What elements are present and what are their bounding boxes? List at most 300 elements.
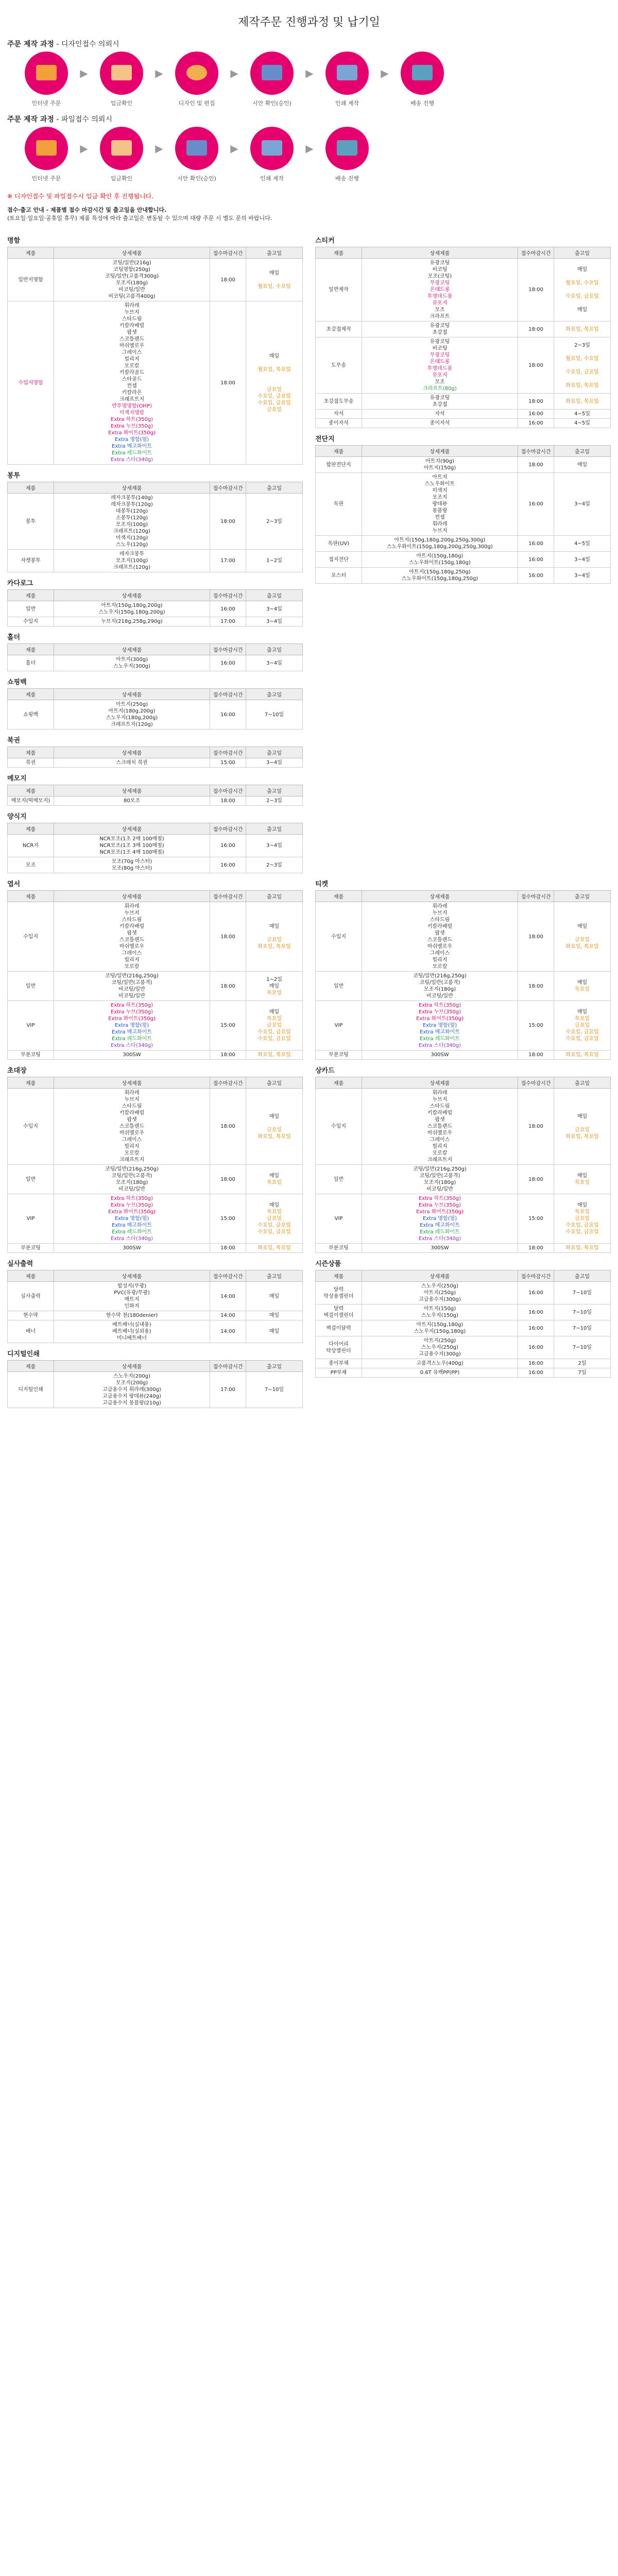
- process-step: [171, 127, 222, 182]
- out-cell: 1~2일 매일 목요일: [246, 972, 303, 1001]
- detail-cell: 300SW: [54, 1244, 210, 1253]
- table-row: [8, 835, 303, 857]
- out-cell: 매일 목요일 금요일 수요일, 금요일 수요일, 금요일: [246, 1194, 303, 1244]
- out-cell: 매일 목요일: [246, 1165, 303, 1194]
- step-label: 디자인 및 편집: [178, 100, 215, 107]
- notes-line2: (토요일·일요일·공휴일 휴무) 제품 특성에 따라 출고일은 변동될 수 있으며 대량 주문 시 별도 문의 바랍니다.: [7, 215, 272, 222]
- step-label: 인쇄 제작: [335, 100, 359, 107]
- cat-cell: 수입지명함: [8, 301, 54, 465]
- detail-cell: 아트지(250g) 아트지(180g,200g) 스노우지(180g,200g) 크래프트지(120g): [54, 700, 210, 730]
- table-row: [316, 419, 611, 428]
- column-header: 상세제품: [362, 1077, 518, 1089]
- schedule-table: [7, 1360, 303, 1408]
- cat-cell: 달력 탁상용캘린더: [316, 1282, 362, 1304]
- detail-cell: 아트지(150g,180g,250g) 스노우화이트(150g,180g,250g): [362, 568, 518, 584]
- step-label: 인쇄 제작: [260, 175, 284, 182]
- schedule-table: [315, 247, 611, 428]
- column-header: 접수마감시간: [210, 590, 246, 601]
- cat-cell: 부분코팅: [8, 1244, 54, 1253]
- column-header: 제품: [8, 785, 54, 796]
- column-header: 제품: [8, 891, 54, 902]
- section-title: 홀더: [7, 634, 21, 641]
- out-cell: 매일 금요일 화요일, 목요일: [554, 1089, 611, 1165]
- column-header: 상세제품: [54, 689, 210, 700]
- column-header: 출고일: [246, 747, 303, 758]
- column-header: 상세제품: [54, 1361, 210, 1372]
- schedule-table: [7, 1077, 303, 1253]
- section-title: 봉투: [7, 472, 21, 480]
- cat-cell: 메모지(떡메모지): [8, 796, 54, 806]
- column-header: 출고일: [246, 891, 303, 902]
- detail-cell: NCR모조(1조 2매 100매철) NCR모조(1조 3매 100매철) NCR모조(1조 4매 100매철): [54, 835, 210, 857]
- column-header: 상세제품: [54, 590, 210, 601]
- out-cell: 7~10일: [246, 700, 303, 730]
- column-header: 접수마감시간: [210, 1270, 246, 1282]
- step-icon: [175, 52, 218, 95]
- out-cell: 4~5일: [554, 536, 611, 552]
- detail-cell: 휘라레 누브지 스타드림 키칼라배럴 팝셋 스코틀랜드 마쉬멜로우 그레이스 빌리지 모로칼: [54, 902, 210, 972]
- out-cell: 7~10일: [554, 1336, 611, 1359]
- process1-flow: [21, 52, 618, 112]
- detail-cell: 유광코팅 초강접: [362, 321, 518, 337]
- out-cell: 2~3일 월요일, 수요일 수요일, 금요일 화요일, 목요일: [554, 337, 611, 394]
- table-row: [316, 337, 611, 394]
- column-header: 출고일: [554, 891, 611, 902]
- column-header: 제품: [8, 1077, 54, 1089]
- detail-cell: 휘라레 누브지 스타드림 키칼라배럴 팝셋 스코틀랜드 마쉬멜로우 그레이스 빌리지 모로칼 크래프트지: [362, 1089, 518, 1165]
- arrow-right-icon: ▶: [381, 67, 389, 79]
- out-cell: 매일 목요일: [554, 972, 611, 1001]
- detail-cell: 종이자석: [362, 419, 518, 428]
- detail-cell: 유광코팅 비코팅 모조(코팅) 무광코팅 은데드롱 투명데드롱 유포지 모조 크라프트: [362, 259, 518, 321]
- out-cell: 3~4일: [246, 617, 303, 626]
- time-cell: 16:00: [518, 410, 554, 419]
- column-header: 제품: [316, 1077, 362, 1089]
- schedule-table: [7, 1270, 303, 1343]
- cat-cell: 수입지: [8, 617, 54, 626]
- detail-cell: 300SW: [362, 1050, 518, 1060]
- section-title: 시즌상품: [315, 1260, 341, 1268]
- cat-cell: NCR지: [8, 835, 54, 857]
- arrow-right-icon: ▶: [155, 67, 163, 79]
- cat-cell: 쇼핑백: [8, 700, 54, 730]
- section-title: 상카드: [315, 1067, 335, 1075]
- cat-cell: 수입지: [8, 902, 54, 972]
- process-step: [246, 52, 298, 107]
- detail-cell: 아트지 스노우화이트 미색지 모조지 랑데뷰 몽블랑 컨셉 휘라레 누브지: [362, 473, 518, 536]
- detail-cell: 스노우지(250g) 아트지(250g) 고급용수지(300g): [362, 1282, 518, 1304]
- column-header: 상세제품: [362, 446, 518, 457]
- time-cell: 16:00: [210, 601, 246, 617]
- detail-cell: 아트지(150g,180g,200g,250g,300g) 스노우화이트(150g,180g,200g,250g,300g): [362, 536, 518, 552]
- detail-cell: 아트지(300g) 스노우지(300g): [54, 655, 210, 671]
- time-cell: 16:00: [518, 1304, 554, 1320]
- detail-cell: Extra 하트(350g) Extra 누브(350g) Extra 화이트(350g) Extra 명함(펄) Extra 메고화이트 Extra 레드화이트 Extra 스타(340g): [54, 1194, 210, 1244]
- table-row: [8, 700, 303, 730]
- time-cell: 16:00: [518, 568, 554, 584]
- time-cell: 18:00: [210, 1244, 246, 1253]
- time-cell: 16:00: [518, 1320, 554, 1336]
- cat-cell: 일반: [316, 972, 362, 1001]
- column-header: 출고일: [246, 1077, 303, 1089]
- time-cell: 15:00: [210, 1194, 246, 1244]
- section-title: 쇼핑백: [7, 679, 27, 686]
- table-row: [316, 902, 611, 972]
- out-cell: 매일 금요일 화요일, 목요일: [554, 902, 611, 972]
- out-cell: 매일 목요일: [554, 1165, 611, 1194]
- time-cell: 14:00: [210, 1320, 246, 1343]
- cat-cell: 수입지: [316, 1089, 362, 1165]
- column-header: 출고일: [246, 590, 303, 601]
- column-header: 출고일: [246, 482, 303, 494]
- table-row: [8, 494, 303, 550]
- section-title: 디지털인쇄: [7, 1350, 40, 1358]
- table-row: [316, 1336, 611, 1359]
- out-cell: 7~10일: [554, 1320, 611, 1336]
- step-icon: [100, 52, 143, 95]
- section-title: 엽서: [7, 880, 21, 888]
- schedule-table: [315, 890, 611, 1060]
- time-cell: 17:00: [210, 550, 246, 572]
- detail-cell: 아트지(150g,180g,200g) 스노우지(150g,180g,200g): [54, 601, 210, 617]
- process-step: [321, 52, 373, 107]
- column-header: 접수마감시간: [518, 1077, 554, 1089]
- time-cell: 18:00: [210, 1165, 246, 1194]
- time-cell: 18:00: [518, 1244, 554, 1253]
- step-label: 배송 진행: [410, 100, 434, 107]
- out-cell: 화요일, 목요일: [554, 394, 611, 410]
- detail-cell: 스노우지(200g) 모조지(200g) 고급용수지 휘라레(300g) 고급용수지 랑데뷰(240g) 고급용수지 몽블랑(210g): [54, 1372, 210, 1408]
- table-row: [316, 1304, 611, 1320]
- time-cell: 18:00: [210, 972, 246, 1001]
- cat-cell: 부분코팅: [8, 1050, 54, 1060]
- table-row: [8, 1311, 303, 1320]
- arrow-right-icon: ▶: [305, 67, 314, 79]
- process-step: [321, 127, 373, 182]
- out-cell: 매일 목요일 금요일 수요일, 금요일 수요일, 금요일: [554, 1001, 611, 1050]
- arrow-right-icon: ▶: [230, 142, 238, 155]
- cat-cell: 종이자석: [316, 419, 362, 428]
- detail-cell: 0.6T 유백PP(PP): [362, 1368, 518, 1378]
- out-cell: 4~5일: [554, 410, 611, 419]
- cat-cell: 일반: [8, 601, 54, 617]
- process-step: [96, 127, 147, 182]
- table-row: [316, 259, 611, 321]
- table-row: [316, 536, 611, 552]
- column-header: 출고일: [246, 785, 303, 796]
- bottom-left-column: [7, 873, 303, 1408]
- detail-cell: 모조(70g 마스터) 모조(80g 마스터): [54, 857, 210, 873]
- column-header: 접수마감시간: [518, 1270, 554, 1282]
- cat-cell: 일반지명함: [8, 259, 54, 301]
- column-header: 제품: [8, 644, 54, 655]
- cat-cell: 홀더: [8, 655, 54, 671]
- detail-cell: 코팅/일반(216g,250g) 코팅/일반(고품격) 모조지(180g) 비코팅/일반: [54, 1165, 210, 1194]
- column-header: 출고일: [246, 1361, 303, 1372]
- cat-cell: 북권: [8, 758, 54, 768]
- out-cell: 화요일, 목요일: [554, 1244, 611, 1253]
- time-cell: 18:00: [210, 1089, 246, 1165]
- detail-cell: 휘라레 누브지 스타드림 키칼라배럴 팝셋 스코틀랜드 마쉬멜로우 그레이스 빌리지 모로칼: [362, 902, 518, 972]
- time-cell: 14:00: [210, 1311, 246, 1320]
- detail-cell: 아트지(250g) 스노우지(250g) 고급용수지(300g): [362, 1336, 518, 1359]
- cat-cell: 자석: [316, 410, 362, 419]
- table-row: [8, 259, 303, 301]
- cat-cell: 일반: [8, 1165, 54, 1194]
- column-header: 출고일: [246, 1270, 303, 1282]
- column-header: 제품: [8, 247, 54, 259]
- cat-cell: VIP: [8, 1194, 54, 1244]
- section-title: 메모지: [7, 775, 27, 783]
- schedule-table: [7, 589, 303, 626]
- schedule-table: [315, 445, 611, 584]
- schedule-table: [7, 482, 303, 572]
- time-cell: 14:00: [210, 1282, 246, 1311]
- cat-cell: 초강접도무송: [316, 394, 362, 410]
- column-header: 상세제품: [54, 644, 210, 655]
- column-header: 상세제품: [54, 247, 210, 259]
- time-cell: 15:00: [210, 1001, 246, 1050]
- column-header: 접수마감시간: [210, 785, 246, 796]
- notice-text: ※ 디자인접수 및 파일접수시 입금 확인 후 진행됩니다.: [7, 193, 154, 200]
- column-header: 제품: [8, 689, 54, 700]
- time-cell: 17:00: [210, 617, 246, 626]
- out-cell: 매일 목요일 금요일 수요일, 금요일 수요일, 금요일: [554, 1194, 611, 1244]
- time-cell: 16:00: [210, 700, 246, 730]
- detail-cell: 휘라레 누브지 스타드림 키칼라배럴 팝셋 스코틀랜드 마쉬멜로우 그레이스 빌리지 모로칼 크래프트지: [54, 1089, 210, 1165]
- table-row: [8, 1282, 303, 1311]
- detail-cell: 아트지(90g) 아트지(150g): [362, 457, 518, 473]
- time-cell: 18:00: [210, 1050, 246, 1060]
- out-cell: 매일 목요일 금요일 수요일, 금요일 수요일, 금요일: [246, 1001, 303, 1050]
- column-header: 상세제품: [54, 891, 210, 902]
- detail-cell: Extra 하트(350g) Extra 누브(350g) Extra 화이트(350g) Extra 명함(펄) Extra 메고화이트 Extra 레드화이트 Extra 스타(340g): [362, 1194, 518, 1244]
- step-label: 시안 확인(승인): [252, 100, 291, 107]
- cat-cell: 현수막: [8, 1311, 54, 1320]
- schedule-table: [7, 688, 303, 730]
- schedule-table: [7, 890, 303, 1060]
- step-label: 입금확인: [110, 175, 133, 182]
- table-row: [8, 617, 303, 626]
- column-header: 접수마감시간: [210, 482, 246, 494]
- time-cell: 16:00: [518, 1359, 554, 1368]
- column-header: 상세제품: [54, 823, 210, 835]
- cat-cell: 초강접제작: [316, 321, 362, 337]
- detail-cell: 레자크봉투(140g) 레자크봉투(120g) 대봉투(120g) 소봉투(120g) 모조지(100g) 크래프트(120g) 미색지(120g) 스노우(120g): [54, 494, 210, 550]
- column-header: 상세제품: [54, 785, 210, 796]
- time-cell: 15:00: [518, 1194, 554, 1244]
- detail-cell: 80모조: [54, 796, 210, 806]
- step-label: 인터넷 주문: [31, 100, 61, 107]
- table-row: [316, 473, 611, 536]
- column-header: 제품: [316, 891, 362, 902]
- out-cell: 3~4일: [554, 552, 611, 568]
- out-cell: 매일 금요일 화요일, 목요일: [246, 1089, 303, 1165]
- column-header: 접수마감시간: [210, 247, 246, 259]
- process1-title: 주문 제작 과정 - 디자인접수 의뢰시: [7, 40, 119, 48]
- detail-cell: 현수막 천(180denier): [54, 1311, 210, 1320]
- detail-cell: 스크래치 북권: [54, 758, 210, 768]
- cat-cell: 독판: [316, 473, 362, 536]
- time-cell: 16:00: [518, 1282, 554, 1304]
- table-row: [8, 972, 303, 1001]
- out-cell: 화요일, 목요일: [554, 1050, 611, 1060]
- column-header: 출고일: [554, 1270, 611, 1282]
- process-step: [397, 52, 448, 107]
- cat-cell: 모조: [8, 857, 54, 873]
- table-row: [8, 1089, 303, 1165]
- step-icon: [100, 127, 143, 170]
- table-row: [8, 601, 303, 617]
- cat-cell: 합판전단지: [316, 457, 362, 473]
- time-cell: 16:00: [518, 419, 554, 428]
- time-cell: 16:00: [518, 536, 554, 552]
- column-header: 상세제품: [362, 891, 518, 902]
- out-cell: 화요일, 목요일: [246, 1244, 303, 1253]
- schedule-table: [315, 1077, 611, 1253]
- time-cell: 15:00: [210, 758, 246, 768]
- column-header: 제품: [8, 590, 54, 601]
- table-row: [316, 1320, 611, 1336]
- table-row: [316, 1165, 611, 1194]
- detail-cell: Extra 하트(350g) Extra 누브(350g) Extra 화이트(350g) Extra 명함(펄) Extra 메고화이트 Extra 레드화이트 Extra 스타(340g): [54, 1001, 210, 1050]
- table-row: [316, 321, 611, 337]
- table-row: [316, 972, 611, 1001]
- column-header: 상세제품: [362, 1270, 518, 1282]
- cat-cell: 수입지: [8, 1089, 54, 1165]
- section-title: 전단지: [315, 435, 335, 443]
- table-row: [8, 902, 303, 972]
- column-header: 상세제품: [54, 1077, 210, 1089]
- schedule-table: [7, 785, 303, 806]
- table-row: [316, 568, 611, 584]
- out-cell: 2~3일: [246, 494, 303, 550]
- cat-cell: 디지털인쇄: [8, 1372, 54, 1408]
- step-label: 입금확인: [110, 100, 133, 107]
- out-cell: 매일 금요일 화요일, 목요일: [246, 902, 303, 972]
- detail-cell: 유광코팅 초강접: [362, 394, 518, 410]
- left-column: [7, 230, 303, 873]
- cat-cell: 일반: [8, 972, 54, 1001]
- column-header: 제품: [8, 1270, 54, 1282]
- step-icon: [325, 127, 369, 170]
- time-cell: 16:00: [518, 552, 554, 568]
- cat-cell: 달력 벽걸이캘린더: [316, 1304, 362, 1320]
- table-row: [8, 1001, 303, 1050]
- column-header: 제품: [316, 446, 362, 457]
- out-cell: 7~10일: [554, 1282, 611, 1304]
- time-cell: 18:00: [518, 457, 554, 473]
- step-icon: [25, 127, 68, 170]
- step-icon: [325, 52, 369, 95]
- schedule-table: [7, 247, 303, 465]
- cat-cell: 수입지: [316, 902, 362, 972]
- cat-cell: VIP: [316, 1194, 362, 1244]
- detail-cell: 300SW: [362, 1244, 518, 1253]
- section-title: 티켓: [315, 880, 329, 888]
- detail-cell: 코팅/일반(216g,250g) 코팅/일반(고품격) 모조지(180g) 비코팅/일반: [362, 972, 518, 1001]
- out-cell: 매일: [246, 1320, 303, 1343]
- out-cell: 3~4일: [554, 473, 611, 536]
- step-label: 시안 확인(승인): [177, 175, 216, 182]
- cat-cell: 종이부채: [316, 1359, 362, 1368]
- time-cell: 16:00: [518, 1368, 554, 1378]
- table-row: [8, 758, 303, 768]
- time-cell: 16:00: [210, 835, 246, 857]
- column-header: 제품: [8, 482, 54, 494]
- cat-cell: 다이어리 탁상캘린더: [316, 1336, 362, 1359]
- table-row: [8, 550, 303, 572]
- cat-cell: 접지전단: [316, 552, 362, 568]
- column-header: 제품: [8, 823, 54, 835]
- column-header: 출고일: [246, 247, 303, 259]
- notes-line1: 접수·출고 안내 - 제품별 접수 마감시간 및 출고일을 안내합니다.: [7, 207, 167, 213]
- column-header: 접수마감시간: [210, 747, 246, 758]
- table-row: [8, 796, 303, 806]
- column-header: 접수마감시간: [518, 247, 554, 259]
- out-cell: 화요일, 목요일: [246, 1050, 303, 1060]
- section-title: 스티커: [315, 237, 335, 245]
- arrow-right-icon: ▶: [80, 142, 88, 155]
- cat-cell: 봉투: [8, 494, 54, 550]
- detail-cell: 아트지(150g,180g) 스노우지(150g,180g): [362, 1320, 518, 1336]
- time-cell: 18:00: [210, 259, 246, 301]
- out-cell: 3~4일: [246, 655, 303, 671]
- time-cell: 16:00: [210, 857, 246, 873]
- out-cell: 7~10일: [554, 1304, 611, 1320]
- process-step: [246, 127, 298, 182]
- column-header: 접수마감시간: [210, 823, 246, 835]
- detail-cell: 누브지(218g,258g,290g): [54, 617, 210, 626]
- column-header: 제품: [8, 1361, 54, 1372]
- column-header: 접수마감시간: [210, 689, 246, 700]
- out-cell: 매일: [246, 1311, 303, 1320]
- cat-cell: 일반: [316, 1165, 362, 1194]
- section-title: 실사출력: [7, 1260, 33, 1268]
- section-title: 명함: [7, 237, 21, 245]
- detail-cell: 아트지(150g,180g) 스노우화이트(150g,180g): [362, 552, 518, 568]
- table-row: [8, 1320, 303, 1343]
- cat-cell: VIP: [8, 1001, 54, 1050]
- time-cell: 16:00: [518, 1336, 554, 1359]
- table-row: [316, 1359, 611, 1368]
- cat-cell: 실사출력: [8, 1282, 54, 1311]
- time-cell: 18:00: [518, 1089, 554, 1165]
- step-icon: [250, 52, 294, 95]
- out-cell: 매일: [246, 1282, 303, 1311]
- table-row: [316, 410, 611, 419]
- table-row: [8, 857, 303, 873]
- out-cell: 7일: [554, 1368, 611, 1378]
- page-title: 제작주문 진행과정 및 납기일: [237, 16, 380, 29]
- schedule-table: [7, 643, 303, 671]
- bottom-columns: [0, 873, 618, 1408]
- process2-flow: [21, 127, 618, 188]
- cat-cell: PP부채: [316, 1368, 362, 1378]
- time-cell: 18:00: [210, 301, 246, 465]
- column-header: 출고일: [554, 446, 611, 457]
- table-row: [316, 394, 611, 410]
- time-cell: 16:00: [210, 655, 246, 671]
- detail-cell: 배트배너(실내용) 배트배너(실외용) 미니배트배너: [54, 1320, 210, 1343]
- process2-title: 주문 제작 과정 - 파일접수 의뢰시: [7, 115, 112, 124]
- section-title: 북권: [7, 737, 21, 744]
- bottom-right-column: [315, 873, 611, 1408]
- column-header: 접수마감시간: [210, 1361, 246, 1372]
- step-label: 인터넷 주문: [31, 175, 61, 182]
- out-cell: 매일: [554, 457, 611, 473]
- column-header: 접수마감시간: [210, 891, 246, 902]
